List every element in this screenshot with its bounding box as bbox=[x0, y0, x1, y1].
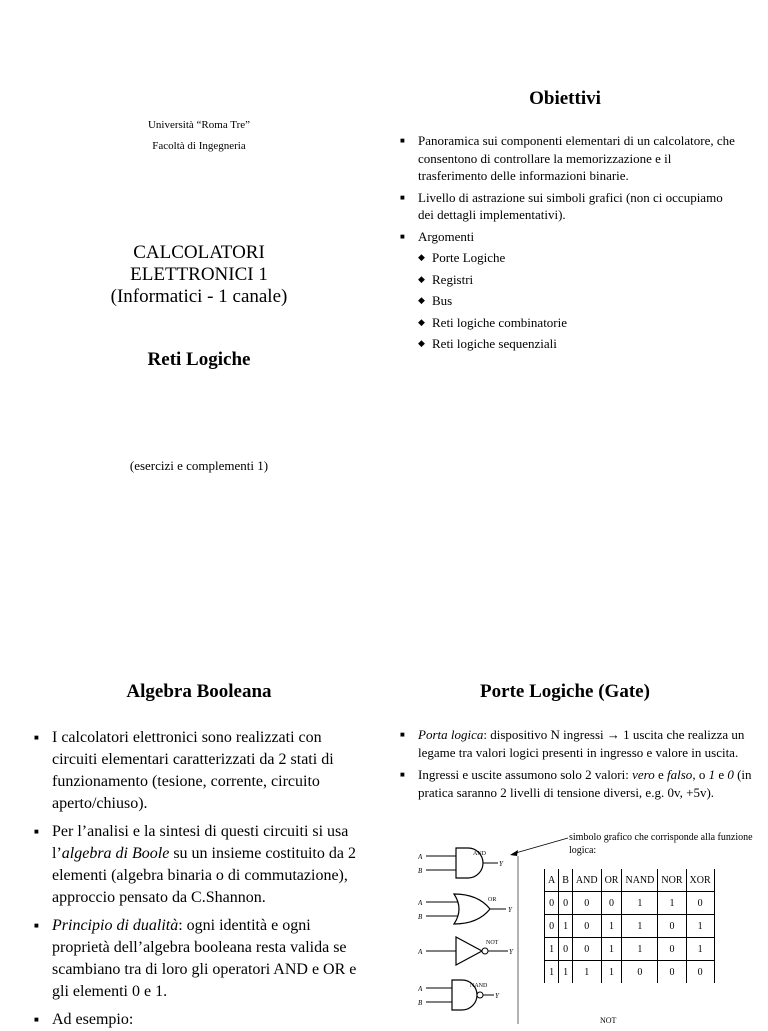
table-row bbox=[545, 961, 715, 984]
boolean-list bbox=[34, 727, 369, 1031]
diamond-bullet-icon: ◆ bbox=[418, 252, 425, 262]
square-bullet-icon: ■ bbox=[400, 770, 405, 779]
not-gate-name: NOT bbox=[486, 940, 499, 946]
topics-sublist bbox=[418, 249, 735, 357]
gate-output-y: Y bbox=[508, 906, 512, 914]
list-item: ◆ Reti logiche sequenziali bbox=[418, 336, 557, 351]
and-gate-name: AND bbox=[473, 851, 486, 857]
list-item: ■ Porta logica: dispositivo N ingressi → 1 uscita che realizza un legame tra valori logici presenti in ingresso e valore in uscita. bbox=[400, 727, 745, 760]
square-bullet-icon: ■ bbox=[400, 136, 405, 145]
gates-list bbox=[400, 726, 760, 802]
table-cell: 0 bbox=[622, 961, 658, 984]
list-item: ■ Livello di astrazione sui simboli grafici (non ci occupiamo dei dettagli implementativi). bbox=[400, 189, 723, 222]
table-cell: 0 bbox=[572, 938, 601, 961]
table-cell: 1 bbox=[622, 938, 658, 961]
table-row bbox=[545, 938, 715, 961]
diamond-bullet-icon: ◆ bbox=[418, 273, 425, 284]
course-title-line2: ELETTRONICI 1 bbox=[130, 264, 268, 285]
faculty-name: Facoltà di Ingegneria bbox=[152, 140, 246, 152]
diamond-bullet-icon: ◆ bbox=[418, 295, 425, 305]
table-cell: 0 bbox=[658, 938, 686, 961]
list-item: ◆ Reti logiche combinatorie bbox=[418, 314, 568, 330]
not-gate-icon bbox=[418, 934, 518, 966]
table-cell: 1 bbox=[622, 915, 658, 938]
truth-table-body bbox=[545, 869, 715, 983]
table-cell: 1 bbox=[545, 938, 559, 961]
list-item: ■ Principio di dualità: ogni identità e ogni proprietà dell’algebra booleana resta valida se scambiano tra di loro gli operatori AND e OR e gli elementi 0 e 1. bbox=[34, 917, 357, 1000]
course-subtitle: (Informatici - 1 canale) bbox=[110, 286, 288, 307]
gate-input-a: A bbox=[418, 853, 423, 861]
square-bullet-icon: ■ bbox=[400, 192, 405, 202]
list-item: ◆ Bus bbox=[418, 293, 453, 308]
gate-input-b: B bbox=[418, 999, 423, 1007]
table-header-cell: OR bbox=[601, 869, 622, 892]
gate-output-y: Y bbox=[509, 948, 513, 956]
table-cell: 1 bbox=[686, 915, 714, 938]
table-header-cell: NOR bbox=[658, 869, 686, 892]
table-cell: 0 bbox=[686, 892, 714, 915]
table-cell: 1 bbox=[572, 961, 601, 984]
gate-input-b: B bbox=[418, 867, 423, 875]
diamond-bullet-icon: ◆ bbox=[418, 316, 425, 327]
table-cell: 1 bbox=[559, 961, 573, 984]
square-bullet-icon: ■ bbox=[400, 730, 405, 739]
gate-output-y: Y bbox=[499, 860, 503, 868]
truth-table bbox=[544, 869, 715, 983]
table-cell: 1 bbox=[545, 961, 559, 984]
table-header-cell: NAND bbox=[622, 869, 658, 892]
and-gate-icon bbox=[418, 845, 508, 881]
square-bullet-icon: ■ bbox=[400, 231, 405, 241]
table-header bbox=[545, 869, 715, 892]
square-bullet-icon: ■ bbox=[34, 1015, 39, 1024]
nand-gate-icon bbox=[418, 977, 518, 1013]
list-item: ■ Panoramica sui componenti elementari di un calcolatore, che consentono di controllare la memorizzazione e il trasferimento delle informazioni binarie. bbox=[400, 133, 735, 183]
table-cell: 1 bbox=[601, 938, 622, 961]
table-cell: 0 bbox=[601, 892, 622, 915]
square-bullet-icon: ■ bbox=[34, 827, 39, 836]
table-row bbox=[545, 892, 715, 915]
university-name: Università “Roma Tre” bbox=[147, 119, 251, 131]
gate-output-y: Y bbox=[495, 992, 499, 1000]
gate-symbol-callout: simbolo grafico che corrisponde alla funzione logica: bbox=[569, 832, 753, 856]
table-header-cell: A bbox=[545, 869, 559, 892]
gate-input-a: A bbox=[418, 985, 423, 993]
list-item: ■ Ingressi e uscite assumono solo 2 valori: vero e falso, o 1 e 0 (in pratica saranno 2 livelli di tensione diversi, e.g. 0v, +5v). bbox=[400, 767, 752, 800]
table-row bbox=[545, 915, 715, 938]
gate-input-a: A bbox=[418, 899, 423, 907]
table-header-cell: AND bbox=[572, 869, 601, 892]
nand-gate-name: NAND bbox=[470, 983, 488, 989]
callout-arrowhead bbox=[510, 850, 518, 856]
diamond-bullet-icon: ◆ bbox=[418, 338, 425, 348]
gate-input-a: A bbox=[418, 948, 423, 956]
table-cell: 1 bbox=[686, 938, 714, 961]
table-cell: 0 bbox=[559, 938, 573, 961]
list-item: ■ Ad esempio: bbox=[34, 1009, 369, 1031]
gate-input-b: B bbox=[418, 913, 423, 921]
gates-title: Porte Logiche (Gate) bbox=[480, 681, 650, 702]
callout-arrow bbox=[512, 838, 568, 854]
table-cell: 0 bbox=[545, 892, 559, 915]
table-cell: 1 bbox=[601, 915, 622, 938]
or-gate-icon bbox=[418, 891, 518, 927]
table-cell: 0 bbox=[686, 961, 714, 984]
table-cell: 0 bbox=[545, 915, 559, 938]
table-cell: 0 bbox=[559, 892, 573, 915]
table-header-cell: XOR bbox=[686, 869, 714, 892]
table-cell: 1 bbox=[601, 961, 622, 984]
slide-topic: Reti Logiche bbox=[147, 349, 251, 370]
table-cell: 0 bbox=[572, 915, 601, 938]
or-gate-name: OR bbox=[488, 897, 497, 903]
list-item: ■ Argomenti ◆ Porte Logiche ◆ Registri ◆ Bus ◆ Reti logiche combinatorie ◆ Reti logiche sequenziali bbox=[400, 228, 735, 357]
list-item: ■ Per l’analisi e la sintesi di questi circuiti si usa l’algebra di Boole su un insieme costituito da 2 elementi (algebra binaria o di commutazione), approccio pensato da C.Shannon. bbox=[34, 823, 356, 906]
table-header-cell: B bbox=[559, 869, 573, 892]
slide-note: (esercizi e complementi 1) bbox=[129, 458, 269, 473]
table-cell: 0 bbox=[658, 915, 686, 938]
table-cell: 1 bbox=[658, 892, 686, 915]
partial-gate-label: NOT bbox=[600, 1016, 617, 1025]
table-cell: 0 bbox=[572, 892, 601, 915]
list-item: ◆ Porte Logiche bbox=[418, 250, 506, 265]
square-bullet-icon: ■ bbox=[34, 733, 39, 742]
table-cell: 1 bbox=[559, 915, 573, 938]
table-cell: 0 bbox=[658, 961, 686, 984]
list-item: ◆ Registri bbox=[418, 271, 474, 287]
table-cell: 1 bbox=[622, 892, 658, 915]
square-bullet-icon: ■ bbox=[34, 921, 39, 930]
objectives-list bbox=[400, 132, 735, 357]
list-item: ■ I calcolatori elettronici sono realizzati con circuiti elementari caratterizzati da 2 stati di funzionamento (tesione, corrente, circuito aperto/chiuso). bbox=[34, 729, 334, 812]
boolean-title: Algebra Booleana bbox=[126, 681, 272, 702]
course-title-line1: CALCOLATORI bbox=[133, 242, 265, 263]
objectives-title: Obiettivi bbox=[529, 88, 601, 109]
